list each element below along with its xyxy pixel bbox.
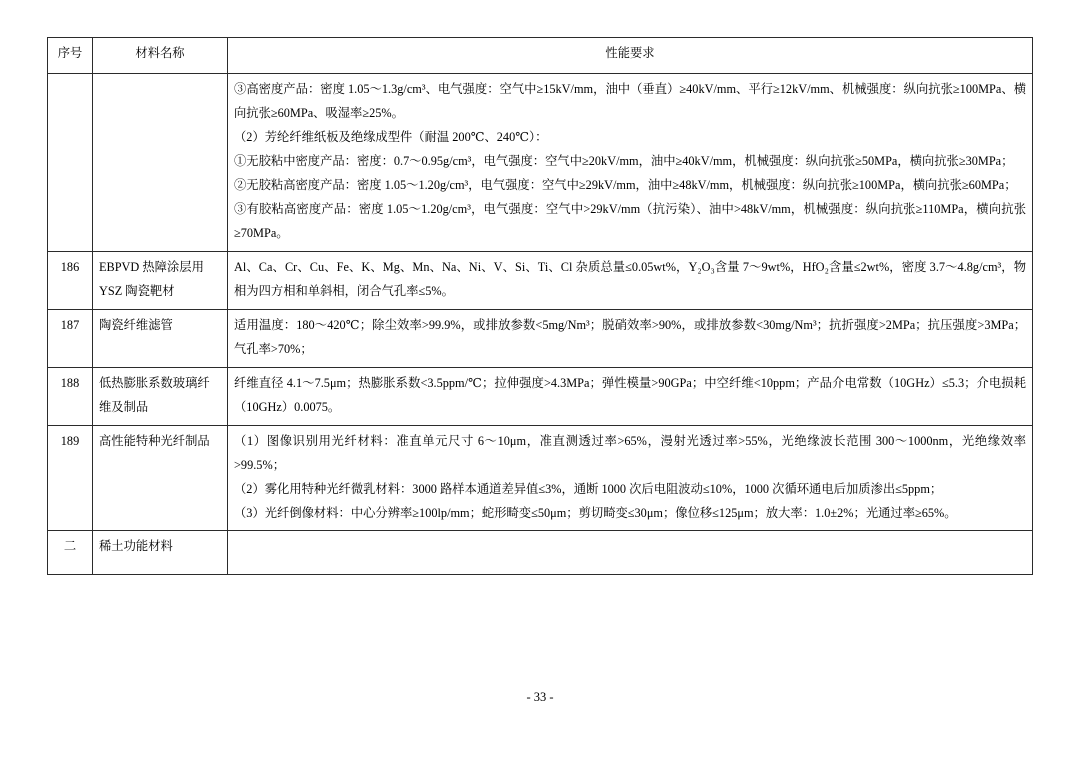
- requirement-line: ②无胶粘高密度产品：密度 1.05～1.20g/cm³，电气强度：空气中≥29kV/mm，油中≥48kV/mm，机械强度：纵向抗张≥100MPa，横向抗张≥60MPa；: [234, 177, 1017, 192]
- requirement-line: （2）雾化用特种光纤微乳材料：3000 路样本通道差异值≤3%，通断 1000 次后电阻波动≤10%，1000 次循环通电后加质渗出≤5ppm；: [234, 481, 943, 496]
- row-requirements: [228, 309, 1033, 367]
- materials-table: [47, 37, 1033, 575]
- row-name: EBPVD 热障涂层用 YSZ 陶瓷靶材: [93, 251, 228, 309]
- table-header: [48, 38, 1033, 74]
- column-header-no: 序号: [48, 38, 93, 74]
- row-requirements: [228, 531, 1033, 575]
- requirement-line: 适用温度：180～420℃；除尘效率>99.9%，或排放参数<5mg/Nm³；脱硝效率>90%，或排放参数<30mg/Nm³；抗折强度>2MPa；抗压强度>3MPa；气孔率>70%；: [234, 317, 1026, 356]
- table-row: [48, 531, 1033, 575]
- requirement-line: ③高密度产品：密度 1.05～1.3g/cm³、电气强度：空气中≥15kV/mm，油中（垂直）≥40kV/mm、平行≥12kV/mm、机械强度：纵向抗张≥100MPa、横向抗张≥60MPa、吸湿率≥25%。: [234, 82, 1026, 120]
- row-requirements-continuation: [228, 74, 1033, 252]
- row-no: 187: [48, 309, 93, 367]
- table-row: [48, 367, 1033, 425]
- table-row: [48, 251, 1033, 309]
- column-header-req: 性能要求: [228, 38, 1033, 74]
- requirement-line: （3）光纤倒像材料：中心分辨率≥100lp/mm；蛇形畸变≤50μm；剪切畸变≤30μm；像位移≤125μm；放大率：1.0±2%；光通过率≥65%。: [234, 505, 957, 520]
- page-number: - 33 -: [526, 690, 554, 704]
- row-no: 188: [48, 367, 93, 425]
- requirement-line: （1）图像识别用光纤材料：准直单元尺寸 6～10μm，准直测透过率>65%，漫射光透过率>55%，光绝缘波长范围 300～1000nm，光绝缘效率>99.5%；: [234, 433, 1026, 472]
- row-no: 二: [48, 531, 93, 575]
- row-no-continuation: [48, 74, 93, 252]
- table-row: [48, 309, 1033, 367]
- table-header-row: [48, 38, 1033, 74]
- row-name-continuation: [93, 74, 228, 252]
- column-header-name: 材料名称: [93, 38, 228, 74]
- row-name: 高性能特种光纤制品: [93, 425, 228, 531]
- table-row: [48, 425, 1033, 531]
- row-requirements: [228, 425, 1033, 531]
- row-no: 189: [48, 425, 93, 531]
- row-requirements: [228, 367, 1033, 425]
- row-no: 186: [48, 251, 93, 309]
- requirement-line: ③有胶粘高密度产品：密度 1.05～1.20g/cm³，电气强度：空气中>29kV/mm（抗污染）、油中>48kV/mm，机械强度：纵向抗张≥110MPa，横向抗张≥70MPa。: [234, 201, 1026, 240]
- requirement-line: 纤维直径 4.1～7.5μm；热膨胀系数<3.5ppm/℃；拉伸强度>4.3MPa；弹性模量>90GPa；中空纤维<10ppm；产品介电常数（10GHz）≤5.3；介电损耗（10GHz）0.0075。: [234, 375, 1026, 414]
- row-name: 稀土功能材料: [93, 531, 228, 575]
- requirement-line: （2）芳纶纤维纸板及绝缘成型件（耐温 200℃、240℃）：: [234, 129, 548, 144]
- row-requirements: [228, 251, 1033, 309]
- table-body: [48, 74, 1033, 575]
- row-name: 低热膨胀系数玻璃纤维及制品: [93, 367, 228, 425]
- row-name: 陶瓷纤维滤管: [93, 309, 228, 367]
- table-row: [48, 74, 1033, 252]
- requirement-line: ①无胶粘中密度产品：密度：0.7～0.95g/cm³，电气强度：空气中≥20kV/mm，油中≥40kV/mm，机械强度：纵向抗张≥50MPa，横向抗张≥30MPa；: [234, 153, 1014, 168]
- requirement-line: Al、Ca、Cr、Cu、Fe、K、Mg、Mn、Na、Ni、V、Si、Ti、Cl 杂质总量≤0.05wt%，Y₂O₃含量 7～9wt%，HfO₂含量≤2wt%，密度 3.7～4.8g/cm³，物相为四方相和单斜相，闭合气孔率≤5%。: [234, 259, 1026, 298]
